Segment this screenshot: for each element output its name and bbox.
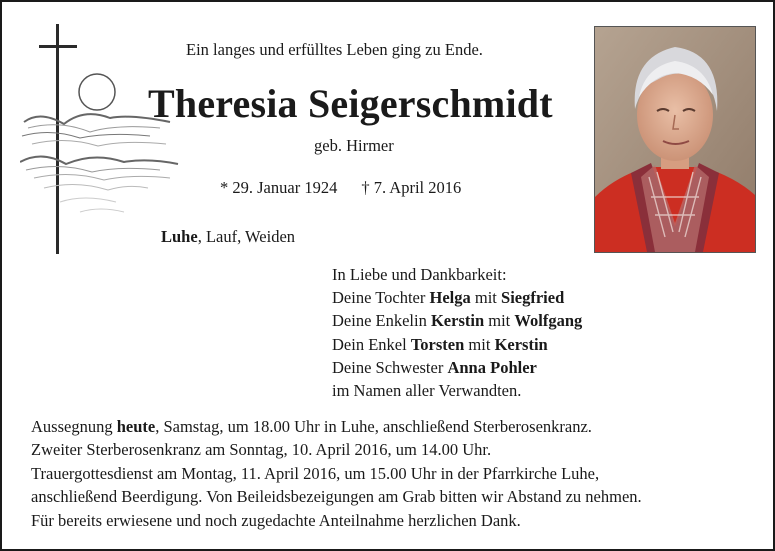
notice-line: anschließend Beerdigung. Von Beileidsbezeigungen am Grab bitten wir Abstand zu nehmen. (31, 487, 642, 507)
place-rest: , Lauf, Weiden (197, 227, 296, 246)
mourners-list (332, 263, 582, 402)
death-date: † 7. April 2016 (361, 178, 462, 197)
cross-landscape-illustration (20, 24, 180, 256)
hills-icon (20, 114, 178, 212)
notice-line: Aussegnung heute, Samstag, um 18.00 Uhr in Luhe, anschließend Sterberosenkranz. (31, 417, 592, 436)
notice-line: Trauergottesdienst am Montag, 11. April 2016, um 15.00 Uhr in der Pfarrkirche Luhe, (31, 463, 600, 483)
mourner-line: Dein Enkel Torsten mit Kerstin (332, 334, 548, 354)
portrait-photo (594, 26, 756, 253)
motto: Ein langes und erfülltes Leben ging zu Ende. (186, 40, 483, 59)
deceased-name: Theresia Seigerschmidt (148, 81, 553, 126)
sun-icon (79, 74, 115, 110)
life-dates (220, 178, 461, 198)
mourner-line: Deine Tochter Helga mit Siegfried (332, 288, 565, 308)
mourner-line: Deine Schwester Anna Pohler (332, 357, 537, 377)
maiden-name: geb. Hirmer (314, 136, 394, 155)
mourners-intro: In Liebe und Dankbarkeit: (332, 265, 507, 284)
places (161, 227, 295, 247)
mourner-line: Deine Enkelin Kerstin mit Wolfgang (332, 311, 583, 331)
notice-line: Für bereits erwiesene und noch zugedachte Anteilnahme herzlichen Dank. (31, 510, 521, 530)
mourners-closing: im Namen aller Verwandten. (332, 381, 522, 401)
service-notice (31, 415, 642, 532)
cross-icon (39, 24, 77, 254)
portrait-image (595, 27, 755, 252)
notice-line: Zweiter Sterberosenkranz am Sonntag, 10. April 2016, um 14.00 Uhr. (31, 440, 492, 460)
birth-date: * 29. Januar 1924 (220, 178, 338, 197)
place-main: Luhe (161, 227, 198, 246)
